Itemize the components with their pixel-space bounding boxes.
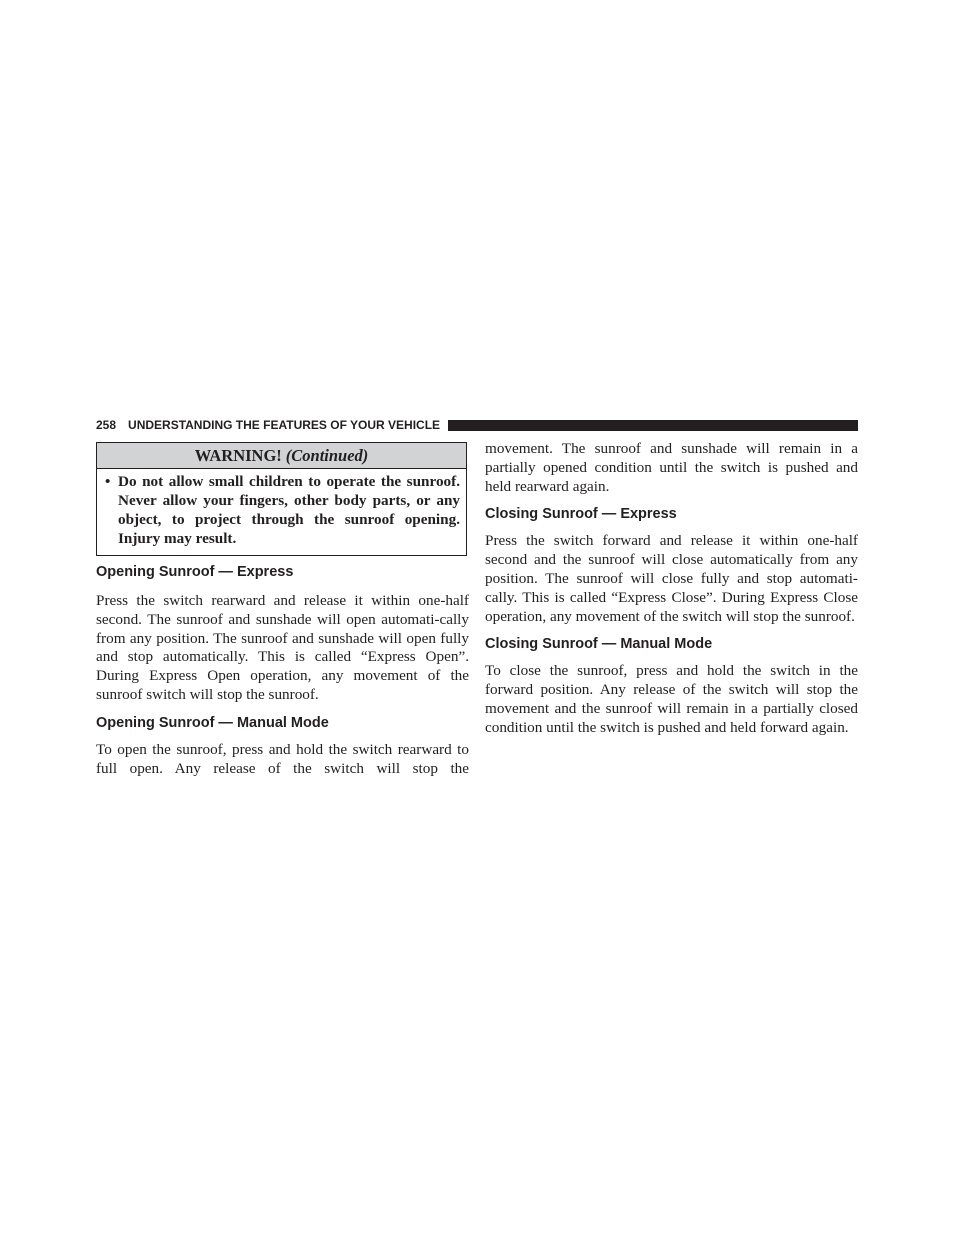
header-rule-bar (448, 420, 858, 431)
section-title: UNDERSTANDING THE FEATURES OF YOUR VEHICLE (128, 418, 441, 432)
page-number: 258 (96, 418, 117, 432)
warning-header (97, 443, 466, 469)
page-header (96, 417, 858, 433)
bullet-icon: • (105, 473, 111, 490)
paragraph-opening-manual: To open the sunroof, press and hold the switch rearward to full open. Any release of the switch will stop the (96, 740, 469, 777)
warning-body (97, 469, 466, 555)
heading-closing-express: Closing Sunroof — Express (485, 506, 677, 523)
paragraph-opening-express: Press the switch rearward and release it within one-half second. The sunroof and sunshade will open automati-cally from any position. The sunroof and sunshade will open fully and stop automatically. This is called “Express Open”. During Express Open operation, any movement of the sunroof switch will stop the sunroof. (96, 592, 469, 703)
right-column (485, 440, 858, 738)
left-column (96, 440, 469, 778)
heading-opening-express: Opening Sunroof — Express (96, 564, 294, 580)
heading-opening-manual: Opening Sunroof — Manual Mode (96, 714, 329, 731)
paragraph-opening-manual-continued: movement. The sunroof and sunshade will remain in a partially opened condition until the switch is pushed and held rearward again. (485, 440, 858, 495)
paragraph-closing-express: Press the switch forward and release it within one-half second and the sunroof will close automatically from any position. The sunroof will close fully and stop automati-cally. This is called “Express Close”. During Express Close operation, any movement of the switch will stop the sunroof. (485, 532, 858, 625)
warning-box (96, 442, 467, 556)
paragraph-closing-manual: To close the sunroof, press and hold the switch in the forward position. Any release of the switch will stop the movement and the sunroof will remain in a partially closed condition until the switch is pushed and held forward again. (485, 662, 858, 736)
heading-closing-manual: Closing Sunroof — Manual Mode (485, 636, 713, 653)
warning-title: WARNING! (194, 446, 282, 465)
warning-text: Do not allow small children to operate the sunroof. Never allow your fingers, other body parts, or any object, to project through the sunroof opening. Injury may result. (118, 473, 460, 547)
warning-continued: (Continued) (285, 446, 369, 465)
